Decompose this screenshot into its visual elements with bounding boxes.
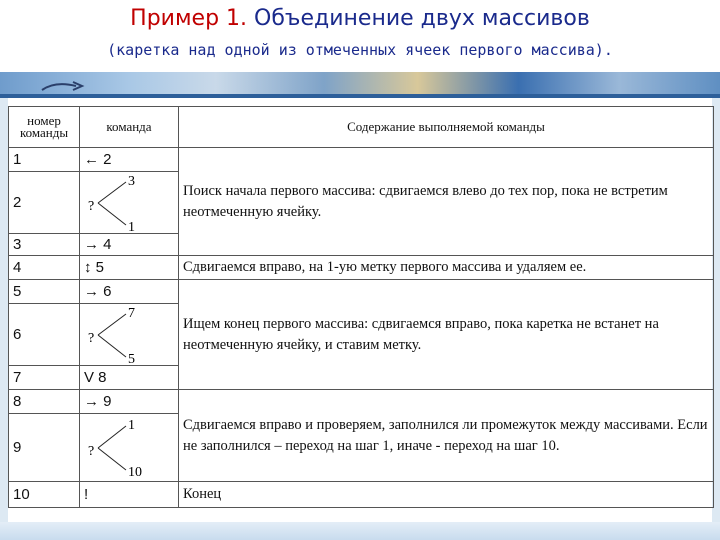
header-cmd: команда: [80, 107, 179, 148]
branch-top: 3: [128, 173, 135, 189]
branch-line-up: [98, 314, 126, 335]
header-num: номер команды: [9, 107, 80, 148]
branch-diagram: [84, 305, 164, 365]
table-header-row: [9, 107, 714, 148]
table-row: [9, 280, 714, 304]
branch-bottom: 1: [128, 219, 135, 233]
branch-cell: [80, 414, 179, 482]
row-desc: Конец: [179, 482, 714, 508]
branch-q: ?: [88, 198, 95, 214]
row-num: 8: [9, 390, 80, 414]
branch-line-up: [98, 182, 126, 203]
row-desc: Поиск начала первого массива: сдвигаемся влево до тех пор, пока не встретим неотмеченную ячейку.: [179, 148, 714, 256]
row-cmd: → 4: [80, 234, 179, 256]
branch-bottom: 10: [128, 464, 142, 479]
branch-top: 7: [128, 305, 135, 321]
row-cmd: → 9: [80, 390, 179, 414]
left-border: [0, 98, 8, 540]
row-num: 1: [9, 148, 80, 172]
row-num: 2: [9, 172, 80, 234]
table-row: [9, 482, 714, 508]
branch-diagram: [84, 173, 164, 233]
row-desc: Ищем конец первого массива: сдвигаемся вправо, пока каретка не встанет на неотмеченную ячейку, и ставим метку.: [179, 280, 714, 390]
command-table: [8, 106, 714, 508]
arrow-icon: [40, 79, 86, 93]
row-num: 4: [9, 256, 80, 280]
branch-line-down: [98, 448, 126, 470]
branch-top: 1: [128, 417, 135, 433]
branch-line-down: [98, 203, 126, 225]
slide-title: [0, 6, 720, 31]
branch-q: ?: [88, 443, 95, 459]
header-desc: Содержание выполняемой команды: [179, 107, 714, 148]
bottom-band: [0, 522, 720, 540]
row-cmd: → 6: [80, 280, 179, 304]
row-cmd: ← 2: [80, 148, 179, 172]
decorative-banner: [0, 72, 720, 98]
branch-q: ?: [88, 330, 95, 346]
row-cmd: ↕ 5: [80, 256, 179, 280]
row-desc: Сдвигаемся вправо, на 1-ую метку первого массива и удаляем ее.: [179, 256, 714, 280]
row-desc: Сдвигаемся вправо и проверяем, заполнился ли промежуток между массивами. Если не заполнился – переход на шаг 1, иначе - переход на шаг 10.: [179, 390, 714, 482]
branch-bottom: 5: [128, 351, 135, 365]
branch-line-down: [98, 335, 126, 357]
row-cmd: !: [80, 482, 179, 508]
row-num: 3: [9, 234, 80, 256]
row-num: 10: [9, 482, 80, 508]
table-row: [9, 148, 714, 172]
row-cmd: V 8: [80, 366, 179, 390]
branch-cell: [80, 304, 179, 366]
row-num: 5: [9, 280, 80, 304]
table-row: [9, 256, 714, 280]
title-main: Объединение двух массивов: [254, 6, 590, 31]
branch-line-up: [98, 426, 126, 448]
branch-diagram: [84, 417, 164, 479]
branch-cell: [80, 172, 179, 234]
row-num: 7: [9, 366, 80, 390]
slide-subtitle: (каретка над одной из отмеченных ячеек первого массива).: [107, 41, 613, 59]
title-prefix: Пример 1.: [130, 6, 248, 31]
row-num: 9: [9, 414, 80, 482]
row-num: 6: [9, 304, 80, 366]
table-row: [9, 390, 714, 414]
